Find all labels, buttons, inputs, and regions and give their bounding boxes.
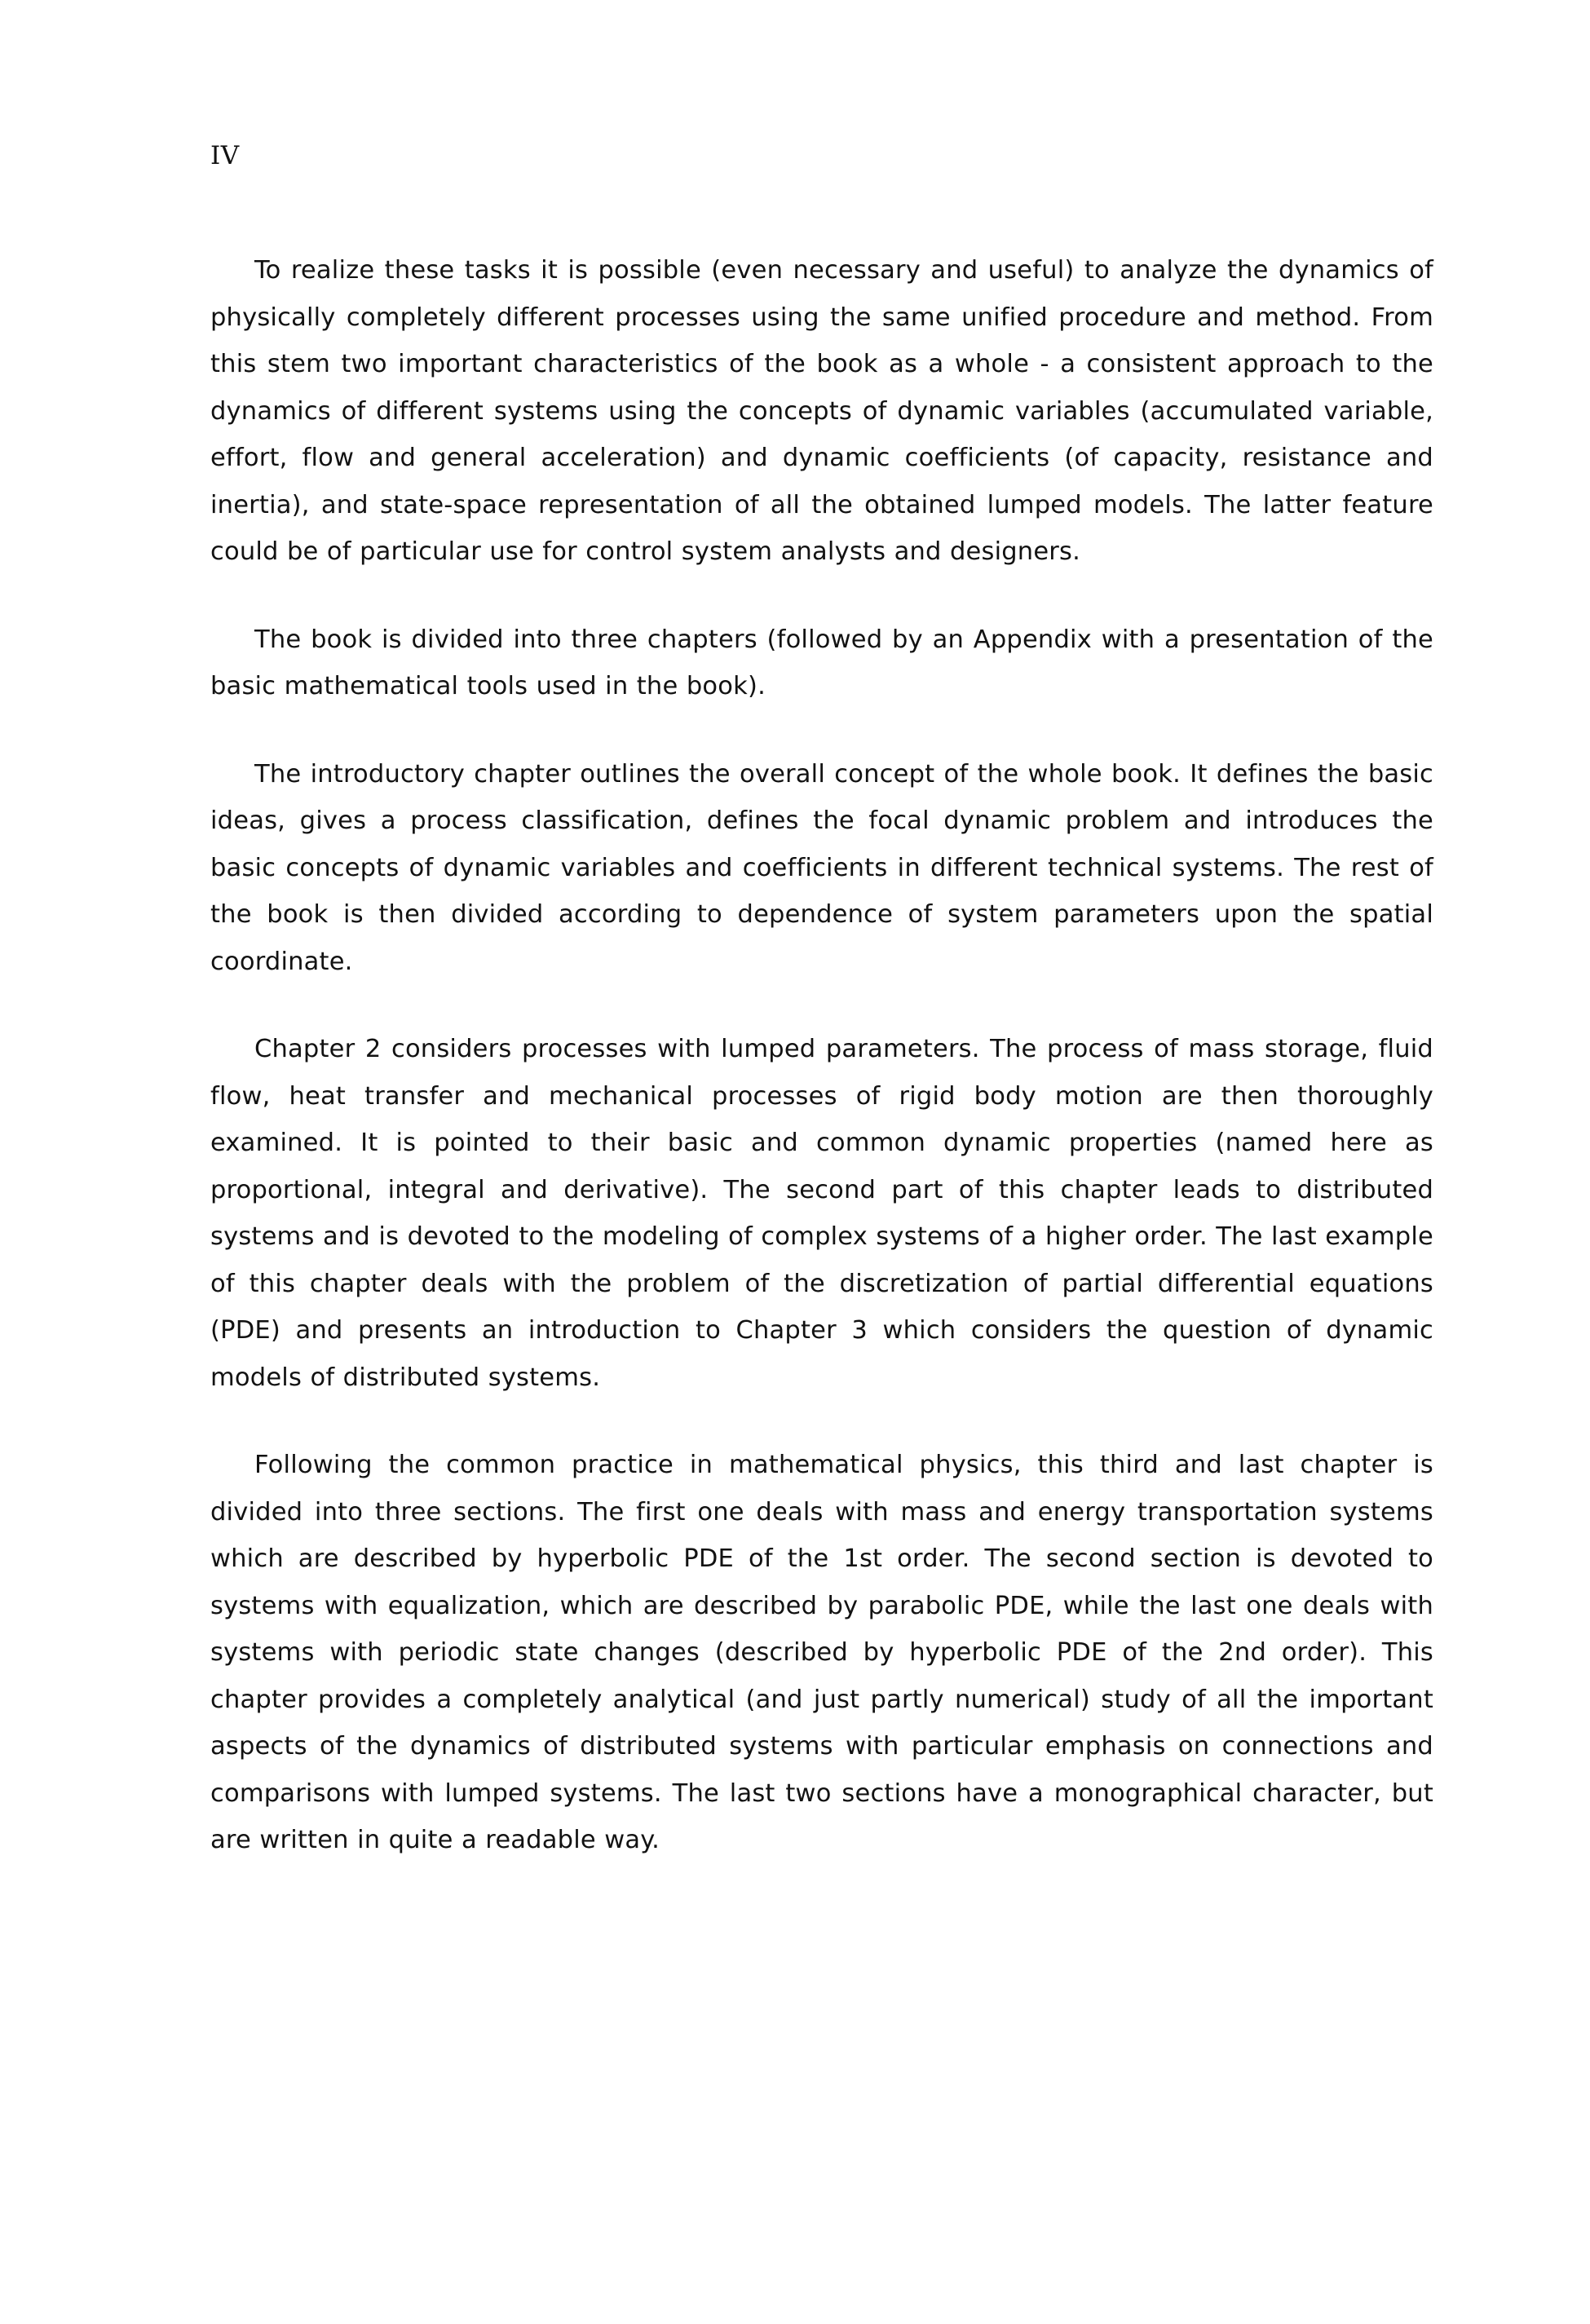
page-number: IV [210, 141, 240, 170]
body-paragraph: Following the common practice in mathematical physics, this third and last chapter is divided into three sections. The first one deals with mass and energy transportation systems which are described by hyperbolic PDE of the 1st order. The second section is devoted to systems with equalization, which are described by parabolic PDE, while the last one deals with systems with periodic state changes (described by hyperbolic PDE of the 2nd order). This chapter provides a completely analytical (and just partly numerical) study of all the important aspects of the dynamics of distributed systems with particular emphasis on connections and comparisons with lumped systems. The last two sections have a monographical character, but are written in quite a readable way. [210, 1451, 1433, 1854]
body-paragraph: To realize these tasks it is possible (even necessary and useful) to analyze the dynamics of physically completely different processes using the same unified procedure and method. From this stem two important characteristics of the book as a whole - a consistent approach to the dynamics of different systems using the concepts of dynamic variables (accumulated variable, effort, flow and general acceleration) and dynamic coefficients (of capacity, resistance and inertia), and state-space representation of all the obtained lumped models. The latter feature could be of particular use for control system analysts and designers. [210, 256, 1433, 566]
body-paragraph: The book is divided into three chapters (followed by an Appendix with a presentation of the basic mathematical tools used in the book). [210, 625, 1433, 700]
body-paragraph: The introductory chapter outlines the overall concept of the whole book. It defines the basic ideas, gives a process classification, defines the focal dynamic problem and introduces the basic concepts of dynamic variables and coefficients in different technical systems. The rest of the book is then divided according to dependence of system parameters upon the spatial coordinate. [210, 759, 1433, 976]
body-paragraph: Chapter 2 considers processes with lumped parameters. The process of mass storage, fluid flow, heat transfer and mechanical processes of rigid body motion are then thoroughly examined. It is pointed to their basic and common dynamic properties (named here as proportional, integral and derivative). The second part of this chapter leads to distributed systems and is devoted to the modeling of complex systems of a higher order. The last example of this chapter deals with the problem of the discretization of partial differential equations (PDE) and presents an introduction to Chapter 3 which considers the question of dynamic models of distributed systems. [210, 1035, 1433, 1392]
page-content [210, 141, 1433, 1864]
